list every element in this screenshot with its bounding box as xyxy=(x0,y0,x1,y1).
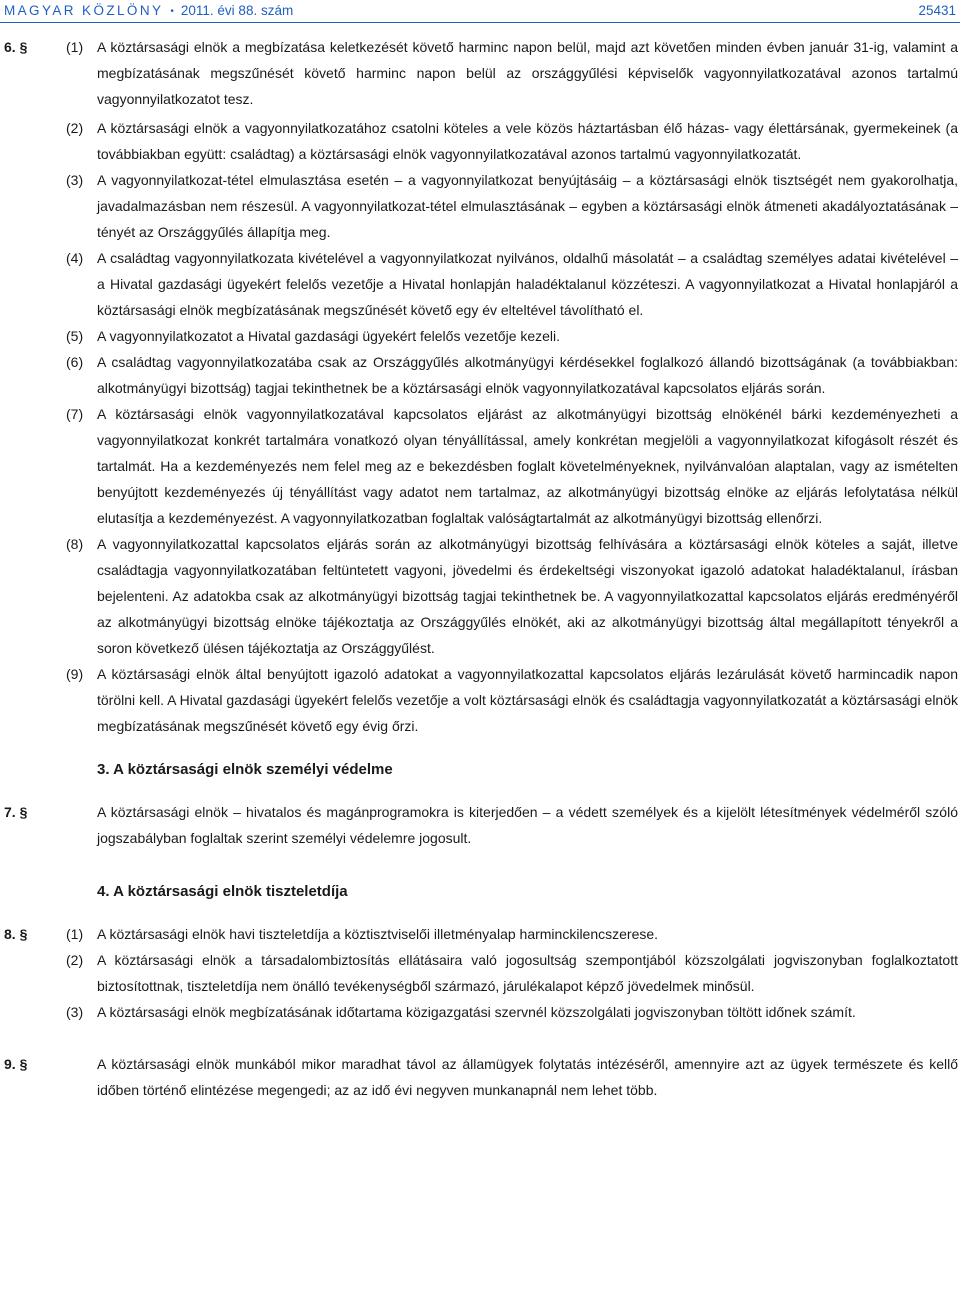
paragraph-text: A köztársasági elnök vagyonnyilatkozatával kapcsolatos eljárást az alkotmányügyi bizottság elnökénél bárki kezdeményezheti a vagyonnyilatkozat konkrét tartalmára vonatkozó olyan tényállítással, amely konkrétan megjelöli a vagyonnyilatkozat kifogásolt részét és tartalmát. Ha a kezdeményezés nem felel meg az e bekezdésben foglalt követelményeknek, nyilvánvalóan alaptalan, vagy az ismételten benyújtott kezdeményezés új tényállítást vagy adatot nem tartalmaz, az alkotmányügyi bizottság elnöke az eljárás lefolytatása nélkül elutasítja a kezdeményezést. A vagyonnyilatkozatban foglaltak valóságtartalmát az alkotmányügyi bizottság ellenőrzi. xyxy=(97,406,958,526)
publication-title: MAGYAR KÖZLÖNY xyxy=(4,3,164,18)
page-number: 25431 xyxy=(918,3,956,18)
paragraph-text: A köztársasági elnök megbízatásának időtartama közigazgatási szervnél közszolgálati jogviszonyban töltött időnek számít. xyxy=(97,1004,856,1020)
paragraph-6-8 xyxy=(0,531,960,661)
paragraph-text: A vagyonnyilatkozatot a Hivatal gazdasági ügyekért felelős vezetője kezeli. xyxy=(97,328,561,344)
section-7 xyxy=(0,799,960,851)
paragraph-number: (7) xyxy=(66,406,84,422)
paragraph-6-5 xyxy=(0,323,960,349)
heading-3-personal-protection: 3. A köztársasági elnök személyi védelme xyxy=(97,761,393,778)
paragraph-text: A vagyonnyilatkozat-tétel elmulasztása esetén – a vagyonnyilatkozat benyújtásáig – a köztársasági elnök tisztségét nem gyakorolhatja, javadalmazásban nem részesül. A vagyonnyilatkozat-tétel elmulasztásának – egyben a köztársasági elnök átmeneti akadályoztatásának – tényét az Országgyűlés állapítja meg. xyxy=(97,172,958,240)
header-publication-info xyxy=(4,3,293,18)
paragraph-8-3 xyxy=(0,999,960,1025)
paragraph-number: (6) xyxy=(66,354,84,370)
section-9 xyxy=(0,1051,960,1103)
paragraph-number: (1) xyxy=(66,39,84,55)
paragraph-6-2 xyxy=(0,115,960,167)
running-header xyxy=(0,0,960,22)
issue-label: 2011. évi 88. szám xyxy=(180,3,294,18)
paragraph-6-1 xyxy=(0,34,960,112)
paragraph-text: A köztársasági elnök által benyújtott igazoló adatokat a vagyonnyilatkozattal kapcsolatos eljárás lezárulását követő harmincadik napon törölni kell. A Hivatal gazdasági ügyekért felelős vezetője a volt köztársasági elnök és családtagja vagyonnyilatkozatát a köztársasági elnök megbízatásának megszűnését követő egy évig őrzi. xyxy=(97,666,958,734)
paragraph-number: (8) xyxy=(66,536,84,552)
paragraph-text: A köztársasági elnök a vagyonnyilatkozatához csatolni köteles a vele közös háztartásban élő házas- vagy élettársának, gyermekeinek (a továbbiakban együtt: családtag) a köztársasági elnök vagyonnyilatkozatával azonos tartalmú vagyonnyilatkozatát. xyxy=(97,120,958,162)
paragraph-text: A köztársasági elnök a társadalombiztosítás ellátásaira való jogosultság szempontjából közszolgálati jogviszonyban foglalkoztatott biztosítottnak, tiszteletdíja nem önálló tevékenységből származó, járulékalapot képző jövedelmek minősül. xyxy=(97,952,958,994)
paragraph-number: (4) xyxy=(66,250,84,266)
paragraph-number: (1) xyxy=(66,926,84,942)
paragraph-6-9 xyxy=(0,661,960,739)
paragraph-6-7 xyxy=(0,401,960,531)
paragraph-text: A családtag vagyonnyilatkozatába csak az Országgyűlés alkotmányügyi kérdésekkel foglalkozó állandó bizottságának (a továbbiakban: alkotmányügyi bizottság) tagjai tekinthetnek be a köztársasági elnök vagyonnyilatkozatával kapcsolatos eljárás során. xyxy=(97,354,958,396)
document-body xyxy=(0,34,960,1103)
section-6 xyxy=(0,34,960,739)
paragraph-number: (3) xyxy=(66,1004,84,1020)
paragraph-text: A köztársasági elnök havi tiszteletdíja a köztisztviselői illetményalap harminckilencszerese. xyxy=(97,926,659,942)
section-number: 7. § xyxy=(4,804,28,820)
paragraph-8-2 xyxy=(0,947,960,999)
bullet-separator: • xyxy=(170,6,174,17)
header-rule xyxy=(0,22,960,23)
paragraph-number: (5) xyxy=(66,328,84,344)
heading-4-honorarium: 4. A köztársasági elnök tiszteletdíja xyxy=(97,883,348,900)
section-9-text: A köztársasági elnök munkából mikor maradhat távol az államügyek folytatás intézéséről, amennyire azt az ügyek természete és kellő időben történő elintézése megengedi; az az idő évi negyven munkanapnál nem lehet több. xyxy=(97,1056,958,1098)
paragraph-6-6 xyxy=(0,349,960,401)
paragraph-6-3 xyxy=(0,167,960,245)
paragraph-text: A családtag vagyonnyilatkozata kivételével a vagyonnyilatkozat nyilvános, oldalhű másolatát – a családtag személyes adatai kivételével – a Hivatal gazdasági ügyekért felelős vezetője a Hivatal honlapján haladéktalanul közzéteszi. A vagyonnyilatkozat a Hivatal honlapjáról a köztársasági elnök megbízatásának megszűnését követő egy év elteltével távolítható el. xyxy=(97,250,958,318)
paragraph-number: (2) xyxy=(66,952,84,968)
paragraph-text: A köztársasági elnök a megbízatása keletkezését követő harminc napon belül, majd azt követően minden évben január 31-ig, valamint a megbízatásának megszűnését követő harminc napon belül az országgyűlési képviselők vagyonnyilatkozatával azonos tartalmú vagyonnyilatkozatot tesz. xyxy=(97,39,958,107)
paragraph-6-4 xyxy=(0,245,960,323)
section-7-text: A köztársasági elnök – hivatalos és magánprogramokra is kiterjedően – a védett személyek és a kijelölt létesítmények védelméről szóló jogszabályban foglaltak szerint személyi védelemre jogosult. xyxy=(97,804,958,846)
section-number: 9. § xyxy=(4,1056,28,1072)
section-8 xyxy=(0,921,960,1025)
paragraph-number: (9) xyxy=(66,666,84,682)
paragraph-number: (2) xyxy=(66,120,84,136)
section-number: 8. § xyxy=(4,926,28,942)
paragraph-text: A vagyonnyilatkozattal kapcsolatos eljárás során az alkotmányügyi bizottság felhívására a köztársasági elnök köteles a saját, illetve családtagja vagyonnyilatkozatában feltüntetett vagyoni, jövedelmi és érdekeltségi viszonyokat igazoló adatokat haladéktalanul, írásban bejelenteni. Az adatokba csak az alkotmányügyi bizottság tagjai tekinthetnek be. A vagyonnyilatkozattal kapcsolatos eljárás eredményéről az alkotmányügyi bizottság elnöke tájékoztatja az Országgyűlés elnökét, aki az alkotmányügyi bizottság által megállapított tényekről a soron következő ülésen tájékoztatja az Országgyűlést. xyxy=(97,536,958,656)
paragraph-number: (3) xyxy=(66,172,84,188)
paragraph-8-1 xyxy=(0,921,960,947)
section-number: 6. § xyxy=(4,39,28,55)
